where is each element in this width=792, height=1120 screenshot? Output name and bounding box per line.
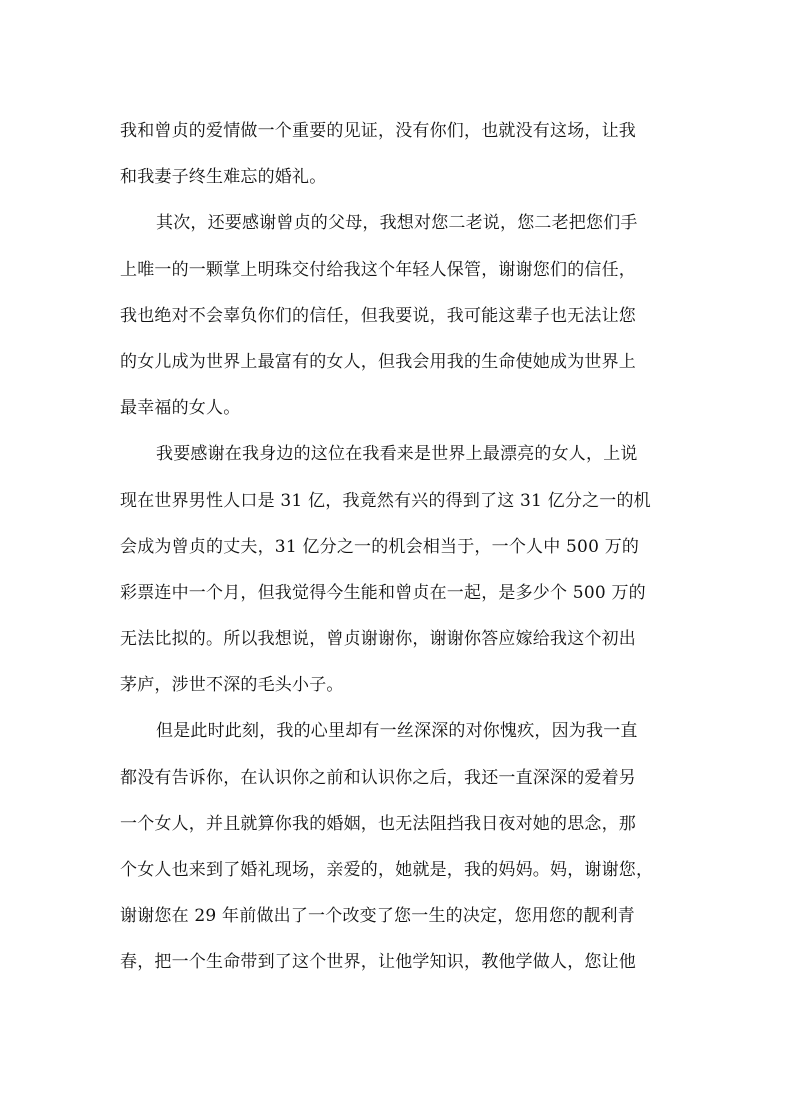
text-line: 春，把一个生命带到了这个世界，让他学知识，教他学做人，您让他 [120, 952, 636, 973]
document-body [120, 108, 680, 986]
text-line: 和我妻子终生难忘的婚礼。 [120, 167, 327, 188]
text-line: 现在世界男性人口是 31 亿，我竟然有兴的得到了这 31 亿分之一的机 [120, 490, 651, 511]
text-line: 都没有告诉你，在认识你之前和认识你之后，我还一直深深的爱着另 [120, 767, 636, 788]
text-line: 彩票连中一个月，但我觉得今生能和曾贞在一起，是多少个 500 万的 [120, 582, 646, 603]
text-line: 其次，还要感谢曾贞的父母，我想对您二老说，您二老把您们手 [156, 213, 638, 234]
text-line: 个女人也来到了婚礼现场，亲爱的，她就是，我的妈妈。妈，谢谢您， [120, 860, 654, 880]
text-line: 一个女人，并且就算你我的婚姻，也无法阻挡我日夜对她的思念，那 [120, 813, 636, 834]
text-line: 最幸福的女人。 [120, 398, 241, 419]
text-line: 但是此时此刻，我的心里却有一丝深深的对你愧疚，因为我一直 [156, 721, 638, 742]
text-line: 谢谢您在 29 年前做出了一个改变了您一生的决定，您用您的靓利青 [120, 906, 635, 927]
text-line: 我和曾贞的爱情做一个重要的见证，没有你们，也就没有这场，让我 [120, 121, 636, 141]
text-line: 无法比拟的。所以我想说，曾贞谢谢你，谢谢你答应嫁给我这个初出 [120, 629, 636, 650]
text-line: 上唯一的一颗掌上明珠交付给我这个年轻人保管，谢谢您们的信任， [120, 259, 636, 280]
text-line: 我也绝对不会辜负你们的信任，但我要说，我可能这辈子也无法让您 [120, 305, 636, 326]
text-line: 会成为曾贞的丈夫，31 亿分之一的机会相当于，一个人中 500 万的 [120, 536, 640, 557]
text-line: 茅庐，涉世不深的毛头小子。 [120, 675, 344, 696]
text-line: 我要感谢在我身边的这位在我看来是世界上最漂亮的女人，上说 [156, 444, 638, 465]
text-line: 的女儿成为世界上最富有的女人，但我会用我的生命使她成为世界上 [120, 351, 636, 372]
